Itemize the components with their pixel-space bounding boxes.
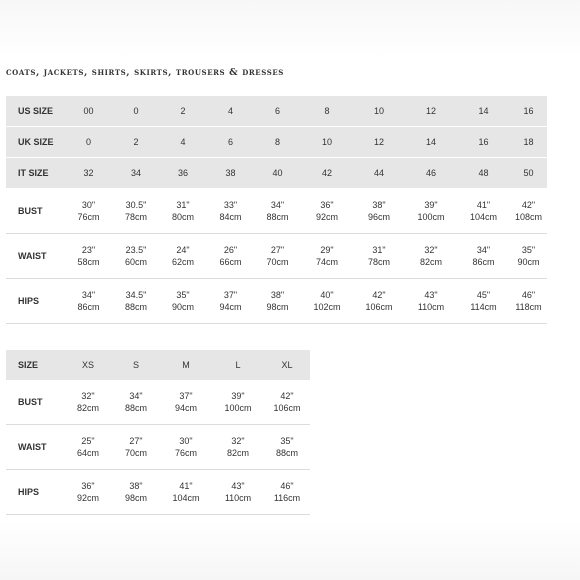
row-label: IT SIZE	[6, 158, 64, 189]
measurement-cell	[212, 425, 264, 470]
inches-value: 40"	[320, 290, 334, 300]
inches-value: 37"	[223, 290, 238, 300]
measurement-cell	[112, 380, 160, 425]
measurement-cell	[301, 234, 353, 279]
inches-value: 41"	[476, 200, 491, 210]
inches-value: 29"	[320, 245, 334, 255]
size-cell: 2	[159, 96, 207, 127]
inches-value: 45"	[476, 290, 491, 300]
measurement-cell	[113, 189, 159, 234]
inches-value: 36"	[320, 200, 334, 210]
cm-value: 90cm	[171, 302, 194, 312]
measurement-cell	[254, 189, 301, 234]
size-chart-letter	[6, 350, 310, 515]
inches-value: 36"	[81, 481, 95, 491]
size-cell: 6	[254, 96, 301, 127]
cm-value: 92cm	[315, 212, 338, 222]
cm-value: 106cm	[273, 403, 301, 413]
measurement-cell	[510, 279, 547, 324]
cm-value: 102cm	[313, 302, 341, 312]
inches-value: 33"	[223, 200, 238, 210]
inches-value: 25"	[81, 436, 95, 446]
inches-value: 38"	[129, 481, 143, 491]
page-heading: coats, jackets, shirts, skirts, trousers & dresses	[6, 67, 284, 78]
measurement-cell	[212, 380, 264, 425]
inches-value: 42"	[372, 290, 386, 300]
size-row	[6, 96, 547, 127]
inches-value: 35"	[521, 245, 536, 255]
size-cell: 38	[207, 158, 254, 189]
cm-value: 82cm	[76, 403, 99, 413]
measurement-cell	[64, 425, 112, 470]
measurement-cell	[353, 189, 405, 234]
cm-value: 80cm	[171, 212, 194, 222]
top-band	[0, 0, 580, 58]
inches-value: 24"	[176, 245, 190, 255]
row-label: SIZE	[6, 350, 64, 380]
inches-value: 34"	[270, 200, 285, 210]
inches-value: 32"	[231, 436, 245, 446]
measurement-cell	[264, 380, 310, 425]
measurement-cell	[353, 234, 405, 279]
inches-value: 42"	[521, 200, 536, 210]
cm-value: 76cm	[77, 212, 100, 222]
size-row	[6, 350, 310, 380]
measurement-cell	[457, 189, 510, 234]
size-cell: 46	[405, 158, 457, 189]
measurement-cell	[160, 470, 212, 515]
measurement-cell	[112, 470, 160, 515]
size-cell: 0	[64, 127, 113, 158]
size-cell: 16	[457, 127, 510, 158]
inches-value: 35"	[176, 290, 190, 300]
cm-value: 94cm	[219, 302, 242, 312]
measurement-cell	[212, 470, 264, 515]
measurement-row	[6, 470, 310, 515]
measurement-cell	[64, 234, 113, 279]
size-chart-letter-body	[6, 350, 310, 515]
measurement-cell	[207, 189, 254, 234]
measurement-cell	[254, 279, 301, 324]
inches-value: 30"	[81, 200, 96, 210]
size-cell: 4	[159, 127, 207, 158]
measurement-cell	[113, 279, 159, 324]
cm-value: 74cm	[315, 257, 338, 267]
measurement-cell	[405, 189, 457, 234]
cm-value: 110cm	[417, 302, 445, 312]
row-label: US SIZE	[6, 96, 64, 127]
size-cell: 00	[64, 96, 113, 127]
size-row	[6, 127, 547, 158]
size-cell: 50	[510, 158, 547, 189]
measurement-cell	[510, 234, 547, 279]
size-cell: 0	[113, 96, 159, 127]
size-cell: 16	[510, 96, 547, 127]
row-label: WAIST	[6, 425, 64, 470]
cm-value: 58cm	[77, 257, 100, 267]
measurement-row	[6, 380, 310, 425]
size-cell: 40	[254, 158, 301, 189]
cm-value: 82cm	[419, 257, 442, 267]
inches-value: 32"	[424, 245, 438, 255]
size-cell: L	[212, 350, 264, 380]
size-cell: 34	[113, 158, 159, 189]
inches-value: 32"	[81, 391, 95, 401]
size-cell: 36	[159, 158, 207, 189]
size-cell: 18	[510, 127, 547, 158]
measurement-cell	[64, 470, 112, 515]
cm-value: 88cm	[124, 302, 147, 312]
size-cell: 8	[301, 96, 353, 127]
cm-value: 98cm	[124, 493, 147, 503]
cm-value: 96cm	[367, 212, 390, 222]
size-cell: 12	[405, 96, 457, 127]
measurement-cell	[510, 189, 547, 234]
measurement-cell	[159, 189, 207, 234]
cm-value: 116cm	[273, 493, 301, 503]
cm-value: 62cm	[171, 257, 194, 267]
cm-value: 84cm	[219, 212, 242, 222]
size-cell: XS	[64, 350, 112, 380]
size-cell: 2	[113, 127, 159, 158]
measurement-cell	[457, 234, 510, 279]
size-cell: 14	[457, 96, 510, 127]
measurement-cell	[159, 279, 207, 324]
inches-value: 31"	[372, 245, 386, 255]
size-cell: XL	[264, 350, 310, 380]
inches-value: 39"	[424, 200, 438, 210]
inches-value: 34"	[81, 290, 96, 300]
size-cell: 32	[64, 158, 113, 189]
cm-value: 104cm	[469, 212, 497, 222]
measurement-cell	[112, 425, 160, 470]
inches-value: 43"	[424, 290, 438, 300]
inches-value: 34"	[476, 245, 491, 255]
inches-value: 46"	[280, 481, 294, 491]
cm-value: 88cm	[266, 212, 289, 222]
inches-value: 37"	[179, 391, 193, 401]
inches-value: 41"	[179, 481, 193, 491]
cm-value: 88cm	[124, 403, 147, 413]
cm-value: 92cm	[76, 493, 99, 503]
cm-value: 90cm	[517, 257, 540, 267]
cm-value: 86cm	[77, 302, 100, 312]
row-label: HIPS	[6, 470, 64, 515]
cm-value: 70cm	[266, 257, 289, 267]
size-cell: 14	[405, 127, 457, 158]
cm-value: 82cm	[226, 448, 249, 458]
measurement-cell	[160, 425, 212, 470]
inches-value: 27"	[270, 245, 285, 255]
size-row	[6, 158, 547, 189]
measurement-cell	[405, 234, 457, 279]
cm-value: 104cm	[172, 493, 200, 503]
cm-value: 108cm	[514, 212, 542, 222]
inches-value: 30"	[179, 436, 193, 446]
size-cell: 44	[353, 158, 405, 189]
row-label: UK SIZE	[6, 127, 64, 158]
measurement-cell	[264, 425, 310, 470]
inches-value: 34.5"	[125, 290, 147, 300]
measurement-cell	[207, 279, 254, 324]
measurement-row	[6, 234, 547, 279]
row-label: WAIST	[6, 234, 64, 279]
inches-value: 43"	[231, 481, 245, 491]
inches-value: 30.5"	[125, 200, 147, 210]
cm-value: 86cm	[472, 257, 495, 267]
cm-value: 100cm	[224, 403, 252, 413]
size-cell: 4	[207, 96, 254, 127]
inches-value: 31"	[176, 200, 190, 210]
measurement-cell	[301, 279, 353, 324]
size-cell: 8	[254, 127, 301, 158]
cm-value: 78cm	[124, 212, 147, 222]
size-chart-numeric	[6, 96, 547, 324]
measurement-cell	[405, 279, 457, 324]
size-cell: 12	[353, 127, 405, 158]
inches-value: 38"	[270, 290, 285, 300]
row-label: HIPS	[6, 279, 64, 324]
cm-value: 66cm	[219, 257, 242, 267]
cm-value: 94cm	[174, 403, 197, 413]
measurement-cell	[264, 470, 310, 515]
cm-value: 98cm	[266, 302, 289, 312]
size-cell: 10	[353, 96, 405, 127]
measurement-cell	[353, 279, 405, 324]
inches-value: 23.5"	[125, 245, 147, 255]
cm-value: 64cm	[76, 448, 99, 458]
cm-value: 76cm	[174, 448, 197, 458]
bottom-band	[0, 520, 580, 580]
cm-value: 100cm	[417, 212, 445, 222]
inches-value: 34"	[129, 391, 143, 401]
row-label: BUST	[6, 189, 64, 234]
size-cell: 42	[301, 158, 353, 189]
size-cell: S	[112, 350, 160, 380]
cm-value: 114cm	[470, 302, 497, 312]
cm-value: 70cm	[124, 448, 147, 458]
cm-value: 60cm	[124, 257, 147, 267]
measurement-row	[6, 189, 547, 234]
measurement-cell	[159, 234, 207, 279]
measurement-cell	[254, 234, 301, 279]
measurement-row	[6, 425, 310, 470]
measurement-cell	[64, 189, 113, 234]
size-cell: 48	[457, 158, 510, 189]
inches-value: 46"	[521, 290, 536, 300]
measurement-cell	[160, 380, 212, 425]
cm-value: 78cm	[367, 257, 390, 267]
size-cell: 6	[207, 127, 254, 158]
inches-value: 42"	[280, 391, 294, 401]
inches-value: 38"	[372, 200, 386, 210]
measurement-cell	[64, 380, 112, 425]
measurement-cell	[64, 279, 113, 324]
cm-value: 118cm	[515, 302, 542, 312]
measurement-cell	[301, 189, 353, 234]
cm-value: 88cm	[275, 448, 298, 458]
cm-value: 106cm	[365, 302, 393, 312]
size-cell: M	[160, 350, 212, 380]
inches-value: 35"	[280, 436, 294, 446]
measurement-row	[6, 279, 547, 324]
inches-value: 27"	[129, 436, 143, 446]
row-label: BUST	[6, 380, 64, 425]
measurement-cell	[113, 234, 159, 279]
size-cell: 10	[301, 127, 353, 158]
inches-value: 26"	[223, 245, 238, 255]
measurement-cell	[457, 279, 510, 324]
size-chart-numeric-body	[6, 96, 547, 324]
measurement-cell	[207, 234, 254, 279]
cm-value: 110cm	[224, 493, 252, 503]
inches-value: 39"	[231, 391, 245, 401]
inches-value: 23"	[81, 245, 96, 255]
